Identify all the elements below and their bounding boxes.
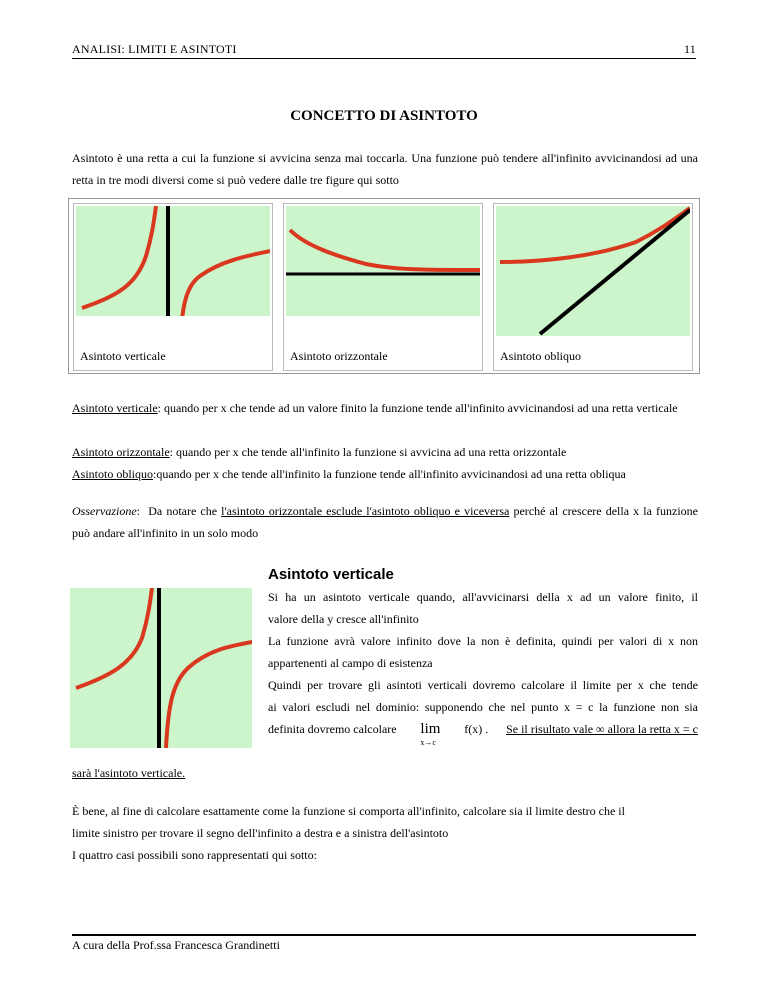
lim-subscript: x→c (420, 738, 436, 747)
definition-horizontal (72, 441, 698, 463)
section-last-underlined: sarà l'asintoto verticale. (72, 766, 186, 780)
def-horizontal-text: : quando per x che tende all'infinito la funzione si avvicina ad una retta orizzontale (169, 445, 567, 459)
observation-pre: : Da notare che (136, 504, 222, 518)
caption-oblique: Asintoto obliquo (500, 349, 582, 363)
lim-argument: f(x) . (464, 722, 489, 736)
observation-post: perché al crescere della x la funzione può andare all'infinito in un solo modo (72, 504, 699, 540)
closing-line-1: È bene, al fine di calcolare esattamente come la funzione si comporta all'infinito, calcolare sia il limite destro che il (72, 804, 625, 818)
section-last-line (72, 762, 185, 784)
closing-line-3: I quattro casi possibili sono rappresentati qui sotto: (72, 848, 317, 862)
def-oblique-text: :quando per x che tende all'infinito la funzione tende all'infinito avvicinandosi ad una retta obliqua (153, 467, 626, 481)
vertical-asymptote-plot (76, 206, 270, 316)
figure-oblique (493, 203, 693, 371)
section-line-3: La funzione avrà valore infinito dove la non è definita, quindi per valori di x non (268, 634, 698, 648)
asymptote-figures (68, 198, 700, 374)
caption-vertical: Asintoto verticale (80, 349, 166, 363)
observation-label: Osservazione (72, 504, 137, 518)
section-line-2: valore della y cresce all'infinito (268, 612, 419, 626)
lim-operator (420, 718, 441, 747)
limit-pre: definita dovremo calcolare (268, 722, 397, 736)
oblique-asymptote-plot (496, 206, 690, 336)
figure-horizontal (283, 203, 483, 371)
limit-underlined: Se il risultato vale ∞ allora la retta x = c (506, 722, 698, 736)
page-footer: A cura della Prof.ssa Francesca Grandinetti (72, 934, 696, 953)
page-number: 11 (684, 42, 696, 56)
section-line-4: appartenenti al campo di esistenza (268, 656, 433, 670)
vertical-asymptote-figure (70, 588, 252, 748)
term-vertical: Asintoto verticale (72, 401, 158, 415)
section-line-1: Si ha un asintoto verticale quando, all'avvicinarsi della x ad un valore finito, il (268, 590, 698, 604)
section-heading: Asintoto verticale (268, 566, 394, 583)
figure-vertical (73, 203, 273, 371)
observation-paragraph (72, 500, 698, 544)
limit-line (268, 718, 698, 747)
def-vertical-text: : quando per x che tende ad un valore finito la funzione tende all'infinito avvicinandosi ad una retta verticale (157, 401, 678, 415)
section-body (268, 586, 698, 747)
lim-word: lim (420, 721, 441, 737)
caption-horizontal: Asintoto orizzontale (290, 349, 388, 363)
section-line-5: Quindi per trovare gli asintoti verticali dovremo calcolare il limite per x che tende (268, 678, 698, 692)
definition-oblique (72, 463, 698, 485)
term-oblique: Asintoto obliquo (72, 467, 154, 481)
term-horizontal: Asintoto orizzontale (72, 445, 170, 459)
intro-paragraph: Asintoto è una retta a cui la funzione si avvicina senza mai toccarla. Una funzione può tendere all'infinito avvicinandosi ad una retta in tre modi diversi come si può vedere dalle tre figure qui sotto (72, 151, 698, 187)
observation-underlined: l'asintoto orizzontale esclude l'asintoto obliquo e viceversa (221, 504, 510, 518)
horizontal-asymptote-plot (286, 206, 480, 316)
page-header (72, 40, 696, 59)
page-title: CONCETTO DI ASINTOTO (290, 108, 478, 124)
section-line-6: ai valori escludi nel dominio: supponendo che nel punto x = c la funzione non sia (268, 700, 698, 714)
vertical-asymptote-plot-large (70, 588, 252, 748)
header-title: ANALISI: LIMITI E ASINTOTI (72, 42, 237, 56)
closing-line-2: limite sinistro per trovare il segno dell'infinito a destra e a sinistra dell'asintoto (72, 826, 449, 840)
definition-vertical (72, 397, 698, 419)
closing-paragraph (72, 800, 698, 866)
